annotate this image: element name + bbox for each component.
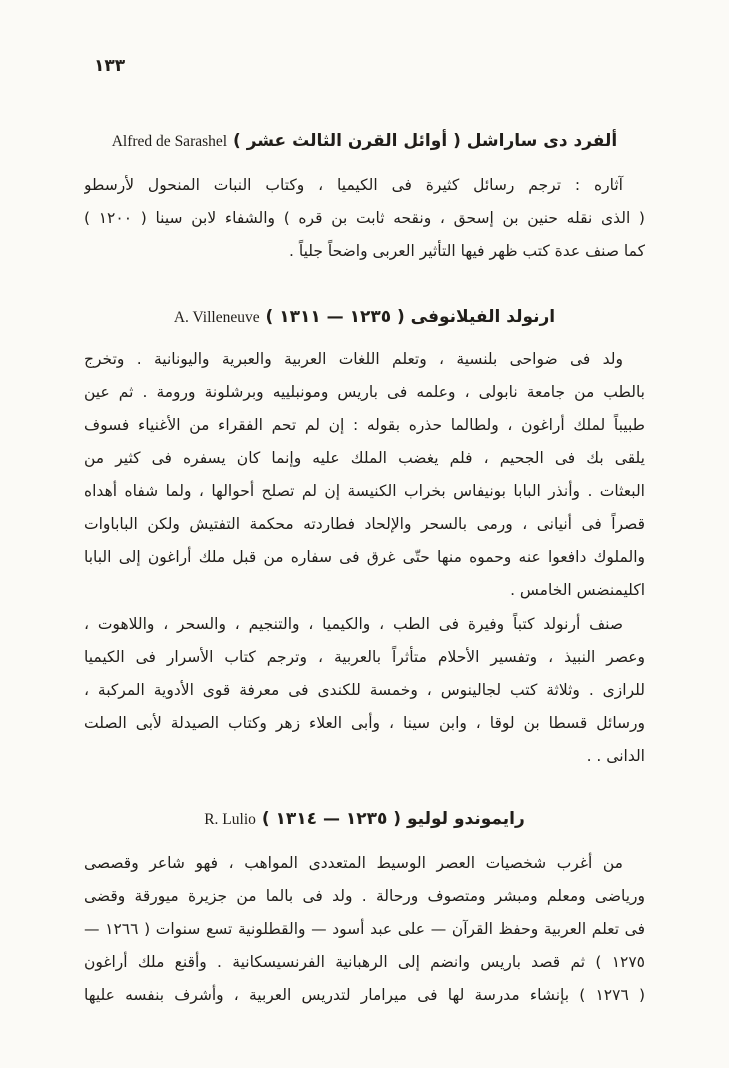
text-line: والملوك دافعوا عنه وحموه منها حتّى غرق فى سفاره من قبل ملك أراغون إلى البابا [84,548,645,566]
text-line: قصراً فى أنيانى ، ورمى بالسحر والإلحاد فطاردته محكمة التفتيش ولكن الباباوات [84,515,645,533]
text-line: ورياضى ومعلم ومبشر ومتصوف ورحالة . ولد فى بالما من جزيرة ميورقة وقضى [84,887,645,905]
page-number: ١٣٣ [94,56,126,76]
heading-latin-name: Alfred de Sarashel [111,133,228,150]
heading-arabic-text: ألفرد دى ساراشل ( أوائل القرن الثالث عشر ) [233,131,618,151]
paragraph-arnold-life [84,343,645,607]
text-line: البعثات . وأنذر البابا بونيفاس بخراب الكنيسة إن لم تصلح أحوالها ، ولما شفاه أهداه [84,482,645,500]
text-line: آثاره : ترجم رسائل كثيرة فى الكيميا ، وكتاب النبات المنحول لأرسطو [84,176,623,194]
paragraph-alfred-works [84,169,645,268]
text-line: وعصر النبيذ ، وتفسير الأحلام متأثراً بالعربية ، وترجم كتاب الأسرار فى الكيميا [84,648,645,666]
paragraph-arnold-works [84,608,645,773]
text-line: اكليمنضس الخامس . [510,581,645,599]
text-line: بالطب من جامعة نابولى ، وعلمه فى باريس ومونبلييه وبرشلونة ورومة . ثم عين [84,383,645,401]
text-column [84,0,645,1012]
text-line: فى تعلم العربية وحفظ القرآن — على عبد أسود — والقطلونية تسع سنوات ( ١٢٦٦ — [84,920,645,938]
text-line: من أغرب شخصيات العصر الوسيط المتعددى المواهب ، فهو شاعر وقصصى [84,854,623,872]
heading-arabic-text: رايموندو لوليو ( ١٢٣٥ — ١٣١٤ ) [261,809,525,829]
text-line: ولد فى ضواحى بلنسية ، وتعلم اللغات العربية والعبرية واليونانية . وتخرج [84,350,623,368]
heading-latin-name: A. Villeneuve [173,309,260,326]
text-line: يلقى بك فى الجحيم ، فلم يغضب الملك عليه وإنما كان يسفره فى كثير من [84,449,645,467]
text-line: ( الذى نقله حنين بن إسحق ، ونقحه ثابت بن قره ) والشفاء لابن سينا ( ١٢٠٠ ) [84,209,645,227]
heading-latin-name: R. Lulio [204,811,256,828]
text-line: طبيباً لملك أراغون ، ولطالما حذره بقوله : إن لم تحم الفقراء من الأغنياء فسوف [84,416,645,434]
text-line: كما صنف عدة كتب ظهر فيها التأثير العربى واضحاً جلياً . [289,242,645,260]
heading-arnold-villeneuve [84,304,645,331]
text-line: الدانى . . [586,747,645,765]
heading-raimundo-lulio [84,806,645,833]
paragraph-lulio-life [84,847,645,1012]
text-line: صنف أرنولد كتباً وفيرة فى الطب ، والكيميا ، والتنجيم ، والسحر ، واللاهوت ، [84,615,623,633]
text-line: ١٢٧٥ ) ثم قصد باريس وانضم إلى الرهبانية الفرنسيسكانية . وأقنع ملك أراغون [84,953,645,971]
text-line: ورسائل قسطا بن لوقا ، وابن سينا ، وأبى العلاء زهر وكتاب الصيدلة لأبى الصلت [84,714,645,732]
heading-arabic-text: ارنولد الفيلانوفى ( ١٢٣٥ — ١٣١١ ) [265,307,556,327]
heading-alfred-de-sarashel [84,128,645,155]
text-line: ( ١٢٧٦ ) بإنشاء مدرسة لها فى ميرامار لتدريس العربية ، وأشرف بنفسه عليها [84,986,645,1004]
text-line: للرازى . وثلاثة كتب لجالينوس ، وخمسة للكندى فى معرفة قوى الأدوية المركبة ، [84,681,645,699]
